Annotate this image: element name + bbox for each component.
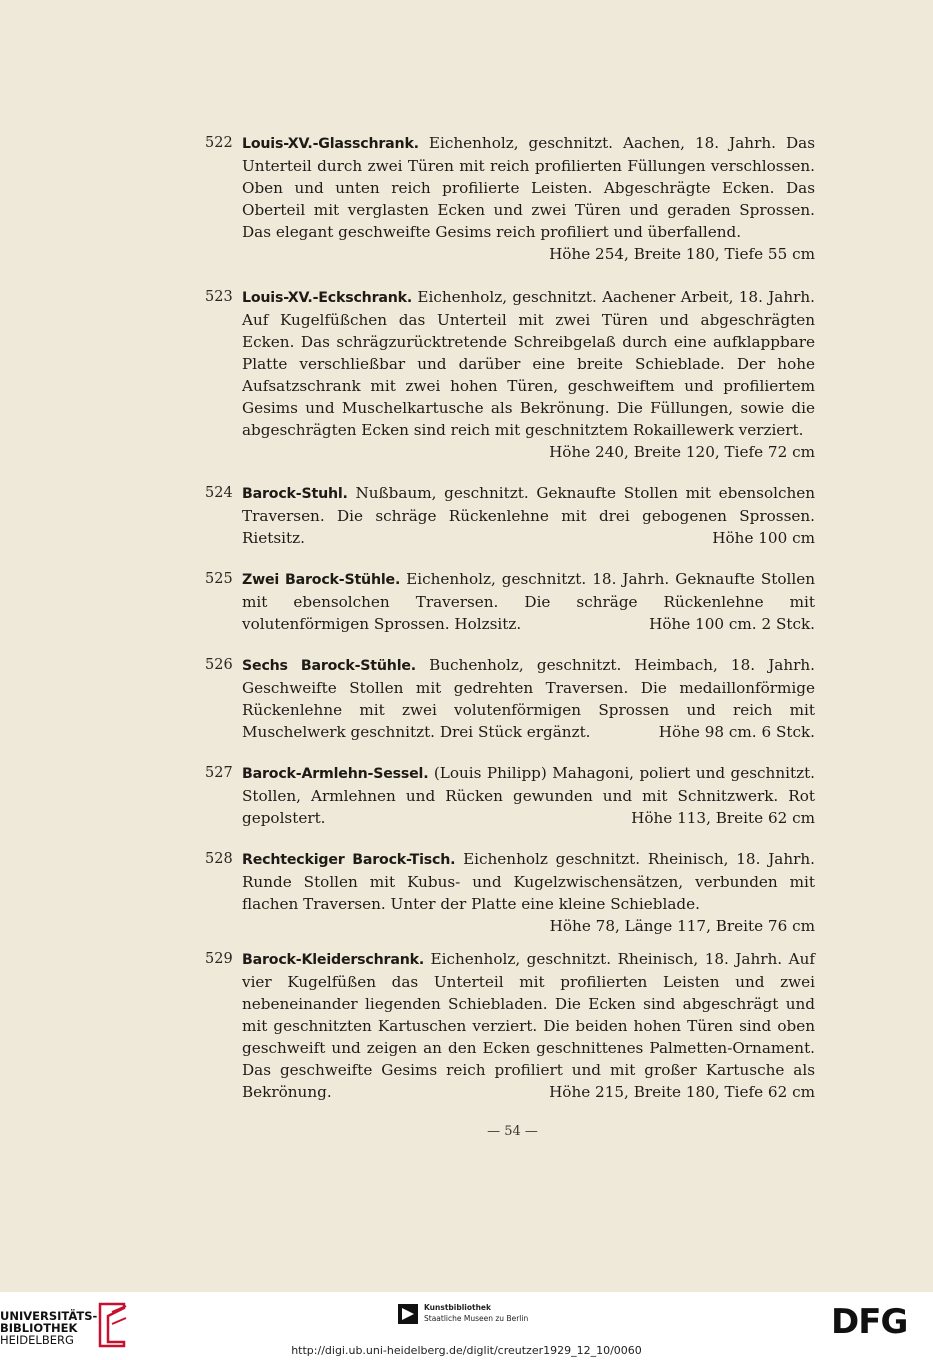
lot-number: 525 bbox=[205, 571, 233, 587]
entry-text bbox=[242, 762, 815, 829]
entry-description: Nußbaum, geschnitzt. Geknaufte Stollen mit ebensolchen Traversen. Die schräge Rückenlehne mit drei gebogenen Sprossen. Rietsitz. bbox=[242, 484, 816, 547]
entry-description: Eichenholz, geschnitzt. 18. Jahrh. Geknaufte Stollen mit ebensolchen Traversen. Die schräge Rückenlehne mit volutenförmigen Sprossen. Holzsitz. bbox=[242, 570, 815, 633]
permalink-url[interactable]: http://digi.ub.uni-heidelberg.de/diglit/creutzer1929_12_10/0060 bbox=[291, 1344, 642, 1357]
entry-description: Buchenholz, geschnitzt. Heimbach, 18. Jahrh. Geschweifte Stollen mit gedrehten Traversen. Die medaillonförmige Rückenlehne mit zwei volutenförmigen Sprossen und reich mit Muschelwerk geschnitzt. Drei Stück ergänzt. bbox=[242, 656, 816, 741]
heidelberg-library-logo bbox=[0, 1310, 97, 1346]
entry-text bbox=[242, 848, 815, 937]
digitization-footer bbox=[0, 1292, 933, 1360]
entry-dimensions: Höhe 78, Länge 117, Breite 76 cm bbox=[549, 917, 815, 935]
lot-number: 523 bbox=[205, 289, 233, 305]
entry-title: Louis-XV.-Eckschrank. bbox=[242, 290, 413, 306]
entry-dimensions: Höhe 100 cm bbox=[712, 529, 815, 547]
page-number: — 54 — bbox=[487, 1124, 538, 1139]
lot-number: 526 bbox=[205, 657, 233, 673]
entry-dimensions: Höhe 98 cm. 6 Stck. bbox=[658, 723, 815, 741]
entry-text bbox=[242, 286, 815, 463]
dfg-logo: DFG bbox=[831, 1302, 908, 1342]
entry-description: Eichenholz geschnitzt. Rheinisch, 18. Jahrh. Runde Stollen mit Kubus- und Kugelzwischensätzen, verbunden mit flachen Traversen. Unter der Platte eine kleine Schieblade. bbox=[242, 850, 815, 913]
lot-number: 522 bbox=[205, 135, 233, 151]
logo-line: UNIVERSITÄTS- bbox=[0, 1309, 98, 1323]
logo-line: HEIDELBERG bbox=[0, 1333, 74, 1347]
entry-text bbox=[242, 482, 815, 549]
entry-text bbox=[242, 948, 815, 1103]
entry-dimensions: Höhe 240, Breite 120, Tiefe 72 cm bbox=[549, 443, 815, 461]
entry-dimensions: Höhe 215, Breite 180, Tiefe 62 cm bbox=[549, 1083, 815, 1101]
lot-number: 527 bbox=[205, 765, 233, 781]
entry-title: Zwei Barock-Stühle. bbox=[242, 572, 401, 588]
entry-description: Eichenholz, geschnitzt. Aachener Arbeit, 18. Jahrh. Auf Kugelfüßchen das Unterteil mit zwei Türen und abgeschrägten Ecken. Das schrägzurücktretende Schreibgelaß durch eine aufklappbare Platte verschließbar und darüber eine breite Schieblade. Der hohe Aufsatzschrank mit zwei hohen Türen, geschweiftem und profiliertem Gesims und Muschelkartusche als Bekrönung. Die Füllungen, sowie die abgeschrägten Ecken sind reich mit geschnitztem Rokaillewerk verziert. bbox=[242, 288, 816, 439]
entry-title: Barock-Armlehn-Sessel. bbox=[242, 766, 429, 782]
logo-line: BIBLIOTHEK bbox=[0, 1321, 78, 1335]
entry-title: Barock-Stuhl. bbox=[242, 486, 348, 502]
entry-description: Eichenholz, geschnitzt. Aachen, 18. Jahrh. Das Unterteil durch zwei Türen mit reich profilierten Füllungen verschlossen. Oben und unten reich profilierte Leisten. Abgeschrägte Ecken. Das Oberteil mit verglasten Ecken und zwei Türen und geraden Sprossen. Das elegant geschweifte Gesims reich profiliert und überfallend. bbox=[242, 134, 815, 241]
entry-text bbox=[242, 654, 815, 743]
logo-line: Staatliche Museen zu Berlin bbox=[424, 1314, 529, 1323]
entry-dimensions: Höhe 254, Breite 180, Tiefe 55 cm bbox=[549, 245, 815, 263]
kunstbibliothek-logo bbox=[424, 1302, 528, 1324]
logo-line: Kunstbibliothek bbox=[424, 1303, 492, 1312]
entry-description: (Louis Philipp) Mahagoni, poliert und geschnitzt. Stollen, Armlehnen und Rücken gewunden und mit Schnitzwerk. Rot gepolstert. bbox=[242, 764, 816, 827]
lot-number: 528 bbox=[205, 851, 233, 867]
entry-text bbox=[242, 568, 815, 635]
lot-number: 529 bbox=[205, 951, 233, 967]
lot-number: 524 bbox=[205, 485, 233, 501]
entry-title: Barock-Kleiderschrank. bbox=[242, 952, 425, 968]
kunstbibliothek-icon bbox=[398, 1304, 418, 1324]
entry-description: Eichenholz, geschnitzt. Rheinisch, 18. Jahrh. Auf vier Kugelfüßen das Unterteil mit profilierten Leisten und zwei nebeneinander liegenden Schiebladen. Die Ecken sind abgeschrägt und mit geschnitzten Kartuschen verziert. Die beiden hohen Türen sind oben geschweift und zeigen an den Ecken geschnittenes Palmetten-Ornament. Das geschweifte Gesims reich profiliert und mit großer Kartusche als Bekrönung. bbox=[242, 950, 815, 1101]
entry-dimensions: Höhe 100 cm. 2 Stck. bbox=[649, 615, 815, 633]
entry-title: Louis-XV.-Glasschrank. bbox=[242, 136, 419, 152]
entry-dimensions: Höhe 113, Breite 62 cm bbox=[631, 809, 815, 827]
entry-title: Rechteckiger Barock-Tisch. bbox=[242, 852, 456, 868]
entry-title: Sechs Barock-Stühle. bbox=[242, 658, 416, 674]
entry-text bbox=[242, 132, 815, 265]
